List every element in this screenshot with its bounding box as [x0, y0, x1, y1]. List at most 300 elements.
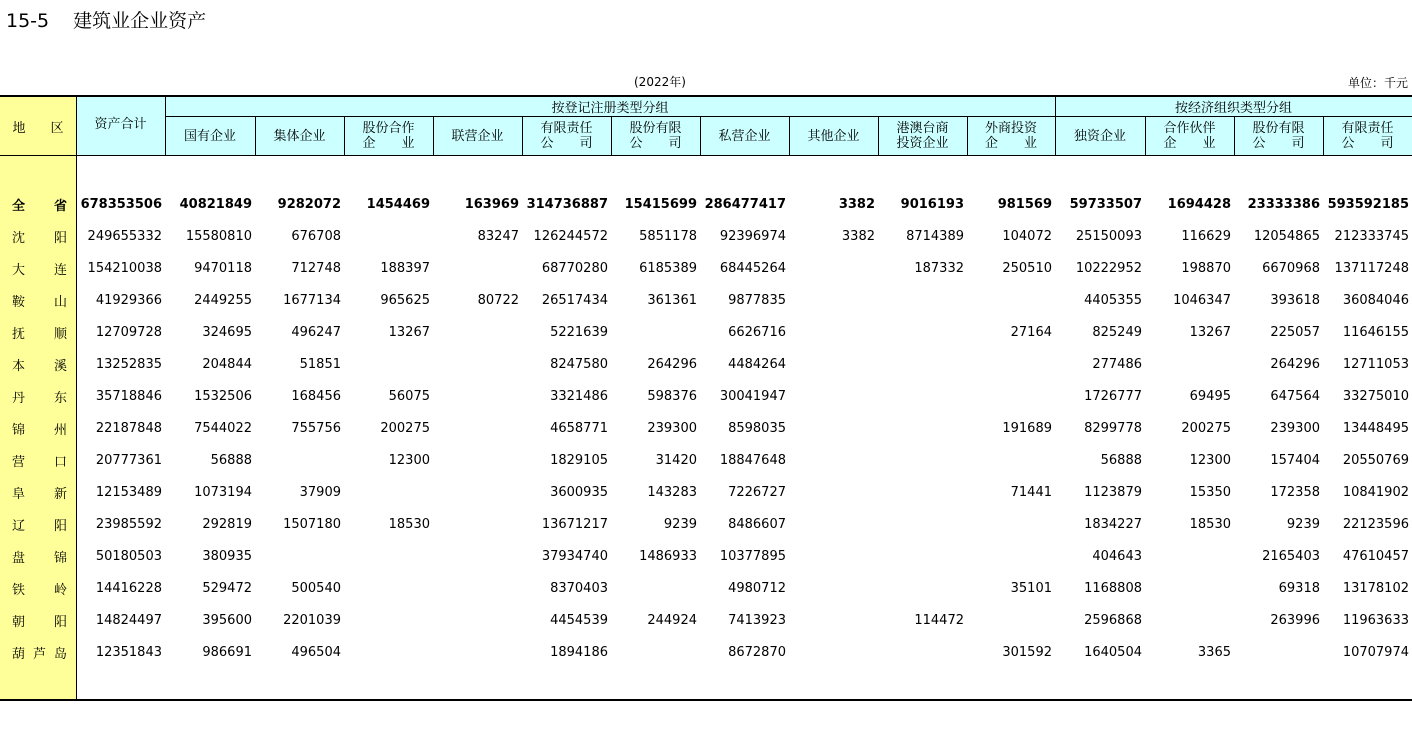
region-name-char: 岛 — [53, 646, 67, 662]
region-name-char: 州 — [53, 422, 67, 438]
region-name-char: 本 — [12, 358, 26, 374]
table-code: 15-5 — [6, 10, 50, 32]
table-cell: 12351843 — [95, 644, 162, 660]
table-cell: 35718846 — [95, 388, 162, 404]
region-name-char: 阳 — [53, 518, 67, 534]
table-row — [0, 348, 1412, 380]
region-name — [0, 412, 76, 444]
table-cell: 314736887 — [526, 196, 608, 212]
region-name — [0, 380, 76, 412]
table-cell: 23985592 — [95, 516, 162, 532]
table-cell: 14824497 — [95, 612, 162, 628]
table-cell: 18847648 — [719, 452, 786, 468]
column-header-line: 独资企业 — [1073, 128, 1126, 144]
table-cell: 3321486 — [550, 388, 608, 404]
table-cell: 37909 — [299, 484, 341, 500]
column-rule — [255, 117, 256, 155]
column-rule — [1055, 97, 1056, 155]
table-cell: 168456 — [291, 388, 341, 404]
table-cell: 7413923 — [728, 612, 786, 628]
table-cell: 30041947 — [719, 388, 786, 404]
table-cell — [789, 252, 878, 284]
table-cell: 1123879 — [1084, 484, 1142, 500]
table-cell — [967, 508, 1055, 540]
table-cell: 68770280 — [541, 260, 608, 276]
table-cell — [1234, 636, 1323, 668]
table-cell: 80722 — [477, 292, 519, 308]
table-cell: 1640504 — [1084, 644, 1142, 660]
table-cell — [878, 412, 967, 444]
table-cell: 12153489 — [95, 484, 162, 500]
table-cell: 676708 — [291, 228, 341, 244]
table-row — [0, 508, 1412, 540]
table-cell — [789, 572, 878, 604]
table-cell: 37934740 — [541, 548, 608, 564]
table-cell: 31420 — [655, 452, 697, 468]
table-cell: 986691 — [202, 644, 252, 660]
table-cell: 10377895 — [719, 548, 786, 564]
table-cell — [878, 348, 967, 380]
table-cell — [344, 572, 433, 604]
column-header — [255, 117, 344, 155]
region-name-char: 省 — [53, 198, 67, 214]
table-cell — [789, 636, 878, 668]
page-title — [6, 6, 206, 33]
column-header-line: 股份合作 — [362, 121, 415, 136]
table-row — [0, 380, 1412, 412]
column-header-line: 公 司 — [1341, 136, 1394, 151]
table-cell — [344, 540, 433, 572]
table-cell: 92396974 — [719, 228, 786, 244]
table-cell: 13448495 — [1342, 420, 1409, 436]
region-name-char: 芦 — [32, 646, 46, 662]
column-header-line: 企 业 — [1163, 136, 1216, 151]
region-name-char: 全 — [12, 198, 26, 214]
column-header-line: 国有企业 — [183, 128, 236, 144]
table-cell — [878, 284, 967, 316]
column-header-line: 投资企业 — [896, 136, 949, 151]
table-cell: 264296 — [647, 356, 697, 372]
table-cell: 264296 — [1270, 356, 1320, 372]
table-cell: 22123596 — [1342, 516, 1409, 532]
table-cell: 529472 — [202, 580, 252, 596]
column-rule — [878, 117, 879, 155]
column-header-line: 私营企业 — [718, 128, 771, 144]
table-cell — [967, 540, 1055, 572]
total-row — [0, 188, 1412, 220]
column-header — [700, 117, 789, 155]
table-cell: 200275 — [380, 420, 430, 436]
table-cell: 1532506 — [194, 388, 252, 404]
column-header — [878, 117, 967, 155]
column-rule — [1145, 117, 1146, 155]
table-cell: 286477417 — [704, 196, 786, 212]
region-name-char: 口 — [53, 454, 67, 470]
table-row — [0, 604, 1412, 636]
table-cell: 15415699 — [624, 196, 697, 212]
table-cell: 1834227 — [1084, 516, 1142, 532]
region-name — [0, 284, 76, 316]
table-cell — [611, 636, 700, 668]
table-cell: 3382 — [841, 228, 875, 244]
table-cell: 825249 — [1092, 324, 1142, 340]
table-cell: 69318 — [1278, 580, 1320, 596]
table-cell: 361361 — [647, 292, 697, 308]
table-cell: 10841902 — [1342, 484, 1409, 500]
table-cell: 8370403 — [550, 580, 608, 596]
table-cell: 12711053 — [1342, 356, 1409, 372]
table-cell: 12300 — [388, 452, 430, 468]
table-cell — [433, 636, 522, 668]
table-cell — [433, 412, 522, 444]
table-cell: 7544022 — [194, 420, 252, 436]
table-cell — [878, 380, 967, 412]
table-bottom-rule — [0, 699, 1412, 701]
table-cell — [344, 220, 433, 252]
table-cell: 1486933 — [639, 548, 697, 564]
table-row — [0, 540, 1412, 572]
table-cell: 13671217 — [541, 516, 608, 532]
region-name — [0, 252, 76, 284]
table-cell — [1145, 572, 1234, 604]
column-rule — [1323, 117, 1324, 155]
table-cell: 9470118 — [194, 260, 252, 276]
table-cell — [789, 380, 878, 412]
column-header — [1055, 117, 1145, 155]
table-cell: 12300 — [1189, 452, 1231, 468]
table-cell: 7226727 — [728, 484, 786, 500]
region-name-char: 顺 — [53, 326, 67, 342]
table-cell: 104072 — [1002, 228, 1052, 244]
table-cell — [344, 348, 433, 380]
table-cell — [1145, 348, 1234, 380]
table-cell: 33275010 — [1342, 388, 1409, 404]
table-cell: 500540 — [291, 580, 341, 596]
table-cell: 154210038 — [87, 260, 162, 276]
table-cell: 212333745 — [1334, 228, 1409, 244]
table-cell: 239300 — [647, 420, 697, 436]
table-cell: 1677134 — [283, 292, 341, 308]
table-cell: 404643 — [1092, 548, 1142, 564]
table-cell — [611, 572, 700, 604]
table-cell: 15350 — [1189, 484, 1231, 500]
column-header-line: 合作伙伴 — [1163, 121, 1216, 136]
table-cell: 56888 — [1100, 452, 1142, 468]
table-cell: 981569 — [997, 196, 1052, 212]
table-cell: 1829105 — [550, 452, 608, 468]
region-name-char: 连 — [53, 262, 67, 278]
table-cell: 1694428 — [1167, 196, 1231, 212]
column-header-line: 企 业 — [984, 136, 1037, 151]
table-cell: 755756 — [291, 420, 341, 436]
table-cell: 41929366 — [95, 292, 162, 308]
table-cell: 8486607 — [728, 516, 786, 532]
table-cell: 13267 — [388, 324, 430, 340]
table-cell: 10707974 — [1342, 644, 1409, 660]
table-cell — [433, 572, 522, 604]
table-cell: 9016193 — [900, 196, 964, 212]
column-header — [522, 117, 611, 155]
table-cell: 83247 — [477, 228, 519, 244]
table-cell: 3365 — [1197, 644, 1231, 660]
column-rule — [700, 117, 701, 155]
table-cell — [433, 604, 522, 636]
table-cell: 1454469 — [366, 196, 430, 212]
table-row — [0, 220, 1412, 252]
table-cell: 380935 — [202, 548, 252, 564]
table-cell: 1507180 — [283, 516, 341, 532]
region-name-char: 阳 — [53, 230, 67, 246]
table-cell: 198870 — [1181, 260, 1231, 276]
column-rule — [789, 117, 790, 155]
table-row — [0, 252, 1412, 284]
table-cell: 678353506 — [80, 196, 162, 212]
table-cell: 1073194 — [194, 484, 252, 500]
column-rule — [344, 117, 345, 155]
table-cell — [789, 508, 878, 540]
table-cell — [878, 476, 967, 508]
table-cell — [789, 412, 878, 444]
region-name-char: 盘 — [12, 550, 26, 566]
table-cell: 18530 — [1189, 516, 1231, 532]
table-cell: 204844 — [202, 356, 252, 372]
total-assets-header-label: 资产合计 — [94, 117, 147, 132]
region-name-char: 阳 — [53, 614, 67, 630]
table-cell: 1046347 — [1173, 292, 1231, 308]
table-cell: 9877835 — [728, 292, 786, 308]
column-header — [611, 117, 700, 155]
table-cell: 496504 — [291, 644, 341, 660]
table-cell: 10222952 — [1075, 260, 1142, 276]
table-cell: 51851 — [299, 356, 341, 372]
table-cell: 6670968 — [1262, 260, 1320, 276]
table-cell: 1726777 — [1084, 388, 1142, 404]
table-cell: 395600 — [202, 612, 252, 628]
table-cell — [255, 540, 344, 572]
column-header — [165, 117, 255, 155]
region-name-char: 鞍 — [12, 294, 26, 310]
table-cell — [433, 348, 522, 380]
table-cell: 12054865 — [1253, 228, 1320, 244]
data-table — [0, 95, 1412, 701]
table-cell: 292819 — [202, 516, 252, 532]
column-header-line: 公 司 — [540, 136, 593, 151]
table-cell: 4658771 — [550, 420, 608, 436]
table-title: 建筑业企业资产 — [73, 10, 207, 32]
table-cell: 114472 — [914, 612, 964, 628]
table-cell: 200275 — [1181, 420, 1231, 436]
table-cell: 191689 — [1002, 420, 1052, 436]
table-cell — [789, 444, 878, 476]
table-cell: 143283 — [647, 484, 697, 500]
table-cell: 593592185 — [1327, 196, 1409, 212]
table-cell: 8672870 — [728, 644, 786, 660]
table-cell: 35101 — [1010, 580, 1052, 596]
column-header-line: 港澳台商 — [896, 121, 949, 136]
table-cell: 22187848 — [95, 420, 162, 436]
table-cell: 496247 — [291, 324, 341, 340]
region-name — [0, 316, 76, 348]
table-row — [0, 636, 1412, 668]
region-name-char: 朝 — [12, 614, 26, 630]
column-header-line: 股份有限 — [629, 121, 682, 136]
table-cell: 68445264 — [719, 260, 786, 276]
table-cell — [611, 316, 700, 348]
table-cell: 1894186 — [550, 644, 608, 660]
region-name-char: 锦 — [12, 422, 26, 438]
table-cell: 172358 — [1270, 484, 1320, 500]
region-name — [0, 476, 76, 508]
table-row — [0, 572, 1412, 604]
table-cell — [789, 540, 878, 572]
table-cell: 393618 — [1270, 292, 1320, 308]
table-cell: 26517434 — [541, 292, 608, 308]
table-cell: 647564 — [1270, 388, 1320, 404]
table-cell: 249655332 — [87, 228, 162, 244]
table-cell — [433, 316, 522, 348]
column-header — [344, 117, 433, 155]
table-cell: 277486 — [1092, 356, 1142, 372]
table-cell — [433, 380, 522, 412]
region-name — [0, 188, 76, 220]
table-cell — [789, 348, 878, 380]
table-cell: 20550769 — [1342, 452, 1409, 468]
table-cell — [967, 604, 1055, 636]
table-cell: 69495 — [1189, 388, 1231, 404]
table-cell: 14416228 — [95, 580, 162, 596]
table-cell: 157404 — [1270, 452, 1320, 468]
unit-label: 单位：千元 — [1347, 76, 1408, 90]
table-cell — [967, 380, 1055, 412]
region-name-char: 抚 — [12, 326, 26, 342]
table-cell: 8247580 — [550, 356, 608, 372]
table-cell: 4405355 — [1084, 292, 1142, 308]
region-name-char: 铁 — [12, 582, 26, 598]
column-header-line: 其他企业 — [807, 128, 860, 144]
table-cell: 6626716 — [728, 324, 786, 340]
table-cell: 9239 — [1286, 516, 1320, 532]
table-cell: 6185389 — [639, 260, 697, 276]
table-cell: 50180503 — [95, 548, 162, 564]
table-cell — [967, 444, 1055, 476]
region-name — [0, 220, 76, 252]
table-cell: 47610457 — [1342, 548, 1409, 564]
region-name — [0, 348, 76, 380]
table-cell: 8598035 — [728, 420, 786, 436]
table-row — [0, 316, 1412, 348]
column-header — [1323, 117, 1412, 155]
region-header-char: 地 — [12, 120, 26, 136]
table-cell — [344, 636, 433, 668]
table-cell — [878, 508, 967, 540]
table-cell: 126244572 — [533, 228, 608, 244]
column-header-line: 有限责任 — [540, 121, 593, 136]
table-cell: 59733507 — [1069, 196, 1142, 212]
table-cell: 712748 — [291, 260, 341, 276]
table-cell — [967, 284, 1055, 316]
column-header — [1145, 117, 1234, 155]
region-name-char: 大 — [12, 262, 26, 278]
column-header — [1234, 117, 1323, 155]
region-name — [0, 444, 76, 476]
table-cell: 239300 — [1270, 420, 1320, 436]
table-row — [0, 412, 1412, 444]
table-cell: 56075 — [388, 388, 430, 404]
year-label: (2022年) — [634, 75, 686, 89]
table-cell: 4484264 — [728, 356, 786, 372]
table-cell — [878, 316, 967, 348]
table-cell: 2596868 — [1084, 612, 1142, 628]
table-cell: 13178102 — [1342, 580, 1409, 596]
region-name-char: 沈 — [12, 230, 26, 246]
table-cell: 25150093 — [1075, 228, 1142, 244]
table-cell: 4980712 — [728, 580, 786, 596]
table-cell — [789, 476, 878, 508]
column-header-line: 公 司 — [1252, 136, 1305, 151]
region-name-char: 营 — [12, 454, 26, 470]
column-header-line: 联营企业 — [451, 128, 504, 144]
table-cell: 56888 — [210, 452, 252, 468]
table-cell: 301592 — [1002, 644, 1052, 660]
column-rule — [1234, 117, 1235, 155]
table-cell: 3600935 — [550, 484, 608, 500]
region-name-char: 辽 — [12, 518, 26, 534]
economic-group-header: 按经济组织类型分组 — [1174, 101, 1292, 116]
column-header-line: 集体企业 — [273, 128, 326, 144]
table-cell: 250510 — [1002, 260, 1052, 276]
column-header — [433, 117, 522, 155]
table-cell: 965625 — [380, 292, 430, 308]
table-cell — [878, 444, 967, 476]
table-cell: 13252835 — [95, 356, 162, 372]
region-name-char: 丹 — [12, 390, 26, 406]
table-cell: 244924 — [647, 612, 697, 628]
region-name — [0, 540, 76, 572]
region-name-char: 锦 — [53, 550, 67, 566]
table-cell: 137117248 — [1334, 260, 1409, 276]
table-cell — [1145, 604, 1234, 636]
column-rule — [433, 117, 434, 155]
table-cell: 188397 — [380, 260, 430, 276]
table-cell: 4454539 — [550, 612, 608, 628]
column-header — [967, 117, 1055, 155]
column-rule — [165, 97, 166, 155]
region-name — [0, 508, 76, 540]
region-name — [0, 604, 76, 636]
table-cell: 225057 — [1270, 324, 1320, 340]
region-name-char: 溪 — [53, 358, 67, 374]
table-cell: 36084046 — [1342, 292, 1409, 308]
region-header-char: 区 — [50, 120, 64, 136]
table-cell — [433, 476, 522, 508]
table-cell — [1145, 540, 1234, 572]
table-cell: 71441 — [1010, 484, 1052, 500]
table-cell — [344, 476, 433, 508]
region-name-char: 山 — [53, 294, 67, 310]
table-cell: 263996 — [1270, 612, 1320, 628]
total-assets-header — [76, 97, 165, 155]
table-cell: 2201039 — [283, 612, 341, 628]
table-cell — [433, 252, 522, 284]
column-header-line: 公 司 — [629, 136, 682, 151]
table-cell: 5851178 — [639, 228, 697, 244]
table-cell: 20777361 — [95, 452, 162, 468]
header-bottom-rule — [0, 155, 1412, 156]
region-name — [0, 572, 76, 604]
table-cell — [878, 636, 967, 668]
column-rule — [611, 117, 612, 155]
table-cell — [433, 444, 522, 476]
